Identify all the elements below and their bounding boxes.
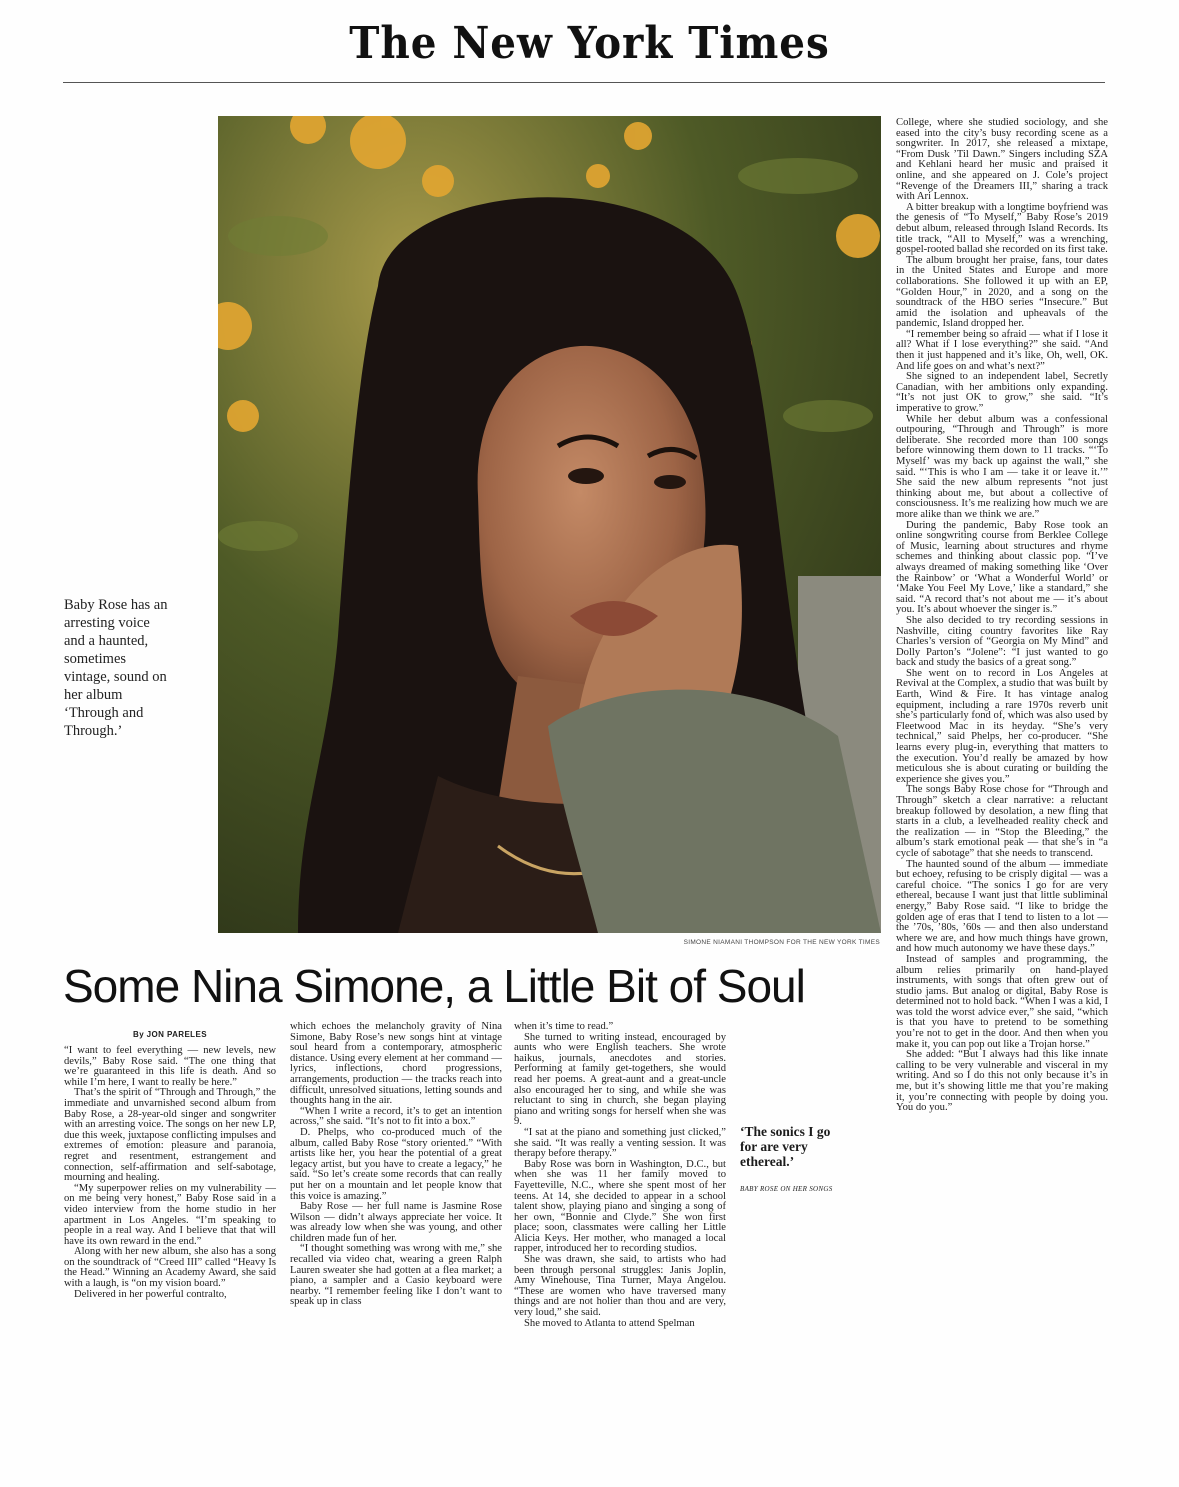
paragraph: She was drawn, she said, to artists who had been through personal struggles: Janis Joplin, Amy Winehouse, Tina Turner, Maya Angelou. “These are women who have traversed many things and are not holier than thou and are very, very loud,” she said. xyxy=(514,1254,726,1319)
paragraph: Instead of samples and programming, the album relies primarily on hand-played instruments, with songs that often grew out of studio jams. But analog or digital, Baby Rose is determined not to hold back. “When I was a kid, I was told the worst advice ever,” she said, “which is that you have to pretend to be something you’re not to get in the door. And then when you make it, you can pop out like a Trojan horse.” xyxy=(896,953,1108,1050)
paragraph: Baby Rose was born in Washington, D.C., but when she was 11 her family moved to Fayetteville, N.C., where she spent most of her teens. At 14, she decided to appear in a school talent show, playing piano and singing a song of her own, “Bonnie and Clyde.” She won first place; soon, classmates were calling her Little Alicia Keys. Her mother, who managed a local rapper, introduced her to recording studios. xyxy=(514,1158,726,1255)
byline: By JON PARELES xyxy=(133,1030,207,1039)
paragraph: The album brought her praise, fans, tour dates in the United States and Europe and more collaborations. She followed it up with an EP, “Golden Hour,” in 2020, and a song on the soundtrack of the HBO series “Insecure.” But amid the isolation and upheavals of the pandemic, Island dropped her. xyxy=(896,254,1108,330)
paragraph: She also decided to try recording sessions in Nashville, citing country favorites like Ray Charles’s version of “Georgia on My Mind” and Dolly Parton’s “Jolene”: “I just wanted to go back and study the basics of a great song.” xyxy=(896,614,1108,669)
paragraph: D. Phelps, who co-produced much of the album, called Baby Rose “story oriented.” “With artists like her, you hear the potential of a great legacy artist, but you have to create a legacy,” he said. “So let’s create some records that can really put her on a mountain and let people know that this voice is amazing.” xyxy=(290,1126,502,1202)
paragraph: College, where she studied sociology, and she eased into the city’s busy recording scene as a songwriter. In 2017, she released a mixtape, “From Dusk ’Til Dawn.” Singers including SZA and Kehlani heard her music and praised it online, and she appeared on J. Cole’s project “Revenge of the Dreamers III,” sharing a track with Ari Lennox. xyxy=(896,117,1108,203)
paragraph: She went on to record in Los Angeles at Revival at the Complex, a studio that was built by Earth, Wind & Fire. It has vintage analog equipment, including a rare 1970s reverb unit she’s particularly fond of, which was also used by Fleetwood Mac in its heyday. “She’s very technical,” said Phelps, her co-producer. “She learns every plug-in, everything that matters to the execution. You’d really be amazed by how meticulous she is about curating or building the experience she gives you.” xyxy=(896,667,1108,785)
paragraph: She added: “But I always had this like innate calling to be very vulnerable and visceral in my writing. And so I do this not only because it’s in me, but it’s showing little me that you’re making it, you’re connecting with people by doing you. You do you.” xyxy=(896,1049,1108,1114)
photo-credit: SIMONE NIAMANI THOMPSON FOR THE NEW YORK TIMES xyxy=(683,939,880,946)
paragraph: “When I write a record, it’s to get an intention across,” she said. “It’s not to fit into a box.” xyxy=(290,1105,502,1128)
paragraph: which echoes the melancholy gravity of Nina Simone, Baby Rose’s new songs hint at vintage soul heard from a contemporary, atmospheric distance. Using every element at her command — lyrics, inflections, chord progressions, arrangements, production — the tracks reach into difficult, unresolved situations, letting sounds and thoughts hang in the air. xyxy=(290,1021,502,1107)
paragraph: “I sat at the piano and something just clicked,” she said. “It was really a venting session. It was therapy before therapy.” xyxy=(514,1126,726,1160)
paragraph: That’s the spirit of “Through and Through,” the immediate and unvarnished second album from Baby Rose, a 28-year-old singer and songwriter with an arresting voice. The songs on her new LP, due this week, juxtapose conflicting impulses and extremes of emotion: pleasure and paranoia, regret and resentment, estrangement and connection, self-affirmation and self-sabotage, mourning and healing. xyxy=(64,1087,276,1184)
paragraph: She signed to an independent label, Secretly Canadian, with her ambitions only expanding. “It’s not just OK to grow,” she said. “It’s imperative to grow.” xyxy=(896,371,1108,415)
pull-quote: ‘The sonics I go for are very ethereal.’ xyxy=(740,1124,831,1169)
paragraph: “I thought something was wrong with me,” she recalled via video chat, wearing a green Ralph Lauren sweater she had gotten at a flea market; a piano, a sampler and a Casio keyboard were nearby. “I remember feeling like I don’t want to speak up in class xyxy=(290,1243,502,1308)
article-column-3 xyxy=(514,1022,726,1329)
paragraph: The songs Baby Rose chose for “Through and Through” sketch a clear narrative: a reluctant breakup followed by desolation, a new fling that starts in a club, a levelheaded reality check and the realization — in “Stop the Bleeding,” the album’s stark emotional peak — that she’s in “a cycle of sabotage” that she needs to transcend. xyxy=(896,784,1108,859)
paragraph: Delivered in her powerful contralto, xyxy=(74,1288,227,1300)
paragraph: While her debut album was a confessional outpouring, “Through and Through” is more deliberate. She recorded more than 100 songs before winnowing them down to 11 tracks. “‘To Myself’ was my back up against the wall,” she said. “‘This is who I am — take it or leave it.’” She said the new album represents “not just thinking about me, but about a collective of consciousness. It’s me realizing how much we are more alike than we think we are.” xyxy=(896,413,1108,520)
headline: Some Nina Simone, a Little Bit of Soul xyxy=(63,960,805,1012)
paragraph: Along with her new album, she also has a song on the soundtrack of “Creed III” called “Heavy Is the Head.” Winning an Academy Award, she said with a laugh, is “on my vision board.” xyxy=(64,1246,276,1290)
article-column-2 xyxy=(290,1022,502,1308)
article-column-4 xyxy=(896,118,1108,1114)
paragraph: She turned to writing instead, encouraged by aunts who were English teachers. She wrote haikus, journals, anecdotes and stories. Performing at family get-togethers, she would read her poems. A great-aunt and a great-uncle also encouraged her to sing, and while she was reluctant to sing in church, she began playing piano and writing songs for herself when she was 9. xyxy=(514,1031,726,1128)
masthead-rule xyxy=(63,82,1105,83)
paragraph: Baby Rose — her full name is Jasmine Rose Wilson — didn’t always appreciate her voice. It was already low when she was young, and other children made fun of her. xyxy=(290,1201,502,1244)
article-column-1 xyxy=(64,1046,276,1300)
paragraph: when it’s time to read.” xyxy=(514,1021,614,1032)
paragraph: The haunted sound of the album — immediate but echoey, refusing to be crisply digital — was a careful choice. “The sonics I go for are very ethereal, because I want just that little subliminal energy,” Baby Rose said. “I like to bridge the golden age of eras that I tend to listen to a lot — the ’70s, ’80s, ’60s — and then also understand where we are, and how much things have grown, and how much autonomy we have these days.” xyxy=(896,858,1108,955)
photo-caption: Baby Rose has an arresting voice and a haunted, sometimes vintage, sound on her album ‘Through and Through.’ xyxy=(64,597,168,739)
paragraph: “I want to feel everything — new levels, new devils,” Baby Rose said. “The one thing that we’re guaranteed in this life is death. And so while I’m here, I want to really be here.” xyxy=(64,1045,276,1088)
masthead: The New York Times xyxy=(349,18,830,69)
paragraph: “I remember being so afraid — what if I lose it all? What if I lose everything?” she said. “And then it just happened and it’s like, Oh, well, OK. And life goes on and what’s next?” xyxy=(896,328,1108,372)
paragraph: A bitter breakup with a longtime boyfriend was the genesis of “To Myself,” Baby Rose’s 2019 debut album, released through Island Records. Its title track, “All to Myself,” was a wrenching, gospel-rooted ballad she recorded on its first take. xyxy=(896,201,1108,256)
paragraph: During the pandemic, Baby Rose took an online songwriting course from Berklee College of Music, learning about structures and rhyme schemes and thinking about classic pop. “I’ve always dreamed of making something like ‘Over the Rainbow’ or ‘What a Wonderful World’ or ‘Make You Feel My Love,’ like a standard,” she said. “A record that’s not about me — it’s about you. It’s about whoever the singer is.” xyxy=(896,519,1108,616)
paragraph: She moved to Atlanta to attend Spelman xyxy=(524,1317,695,1329)
portrait-photo xyxy=(218,116,881,933)
pull-quote-attribution: BABY ROSE ON HER SONGS xyxy=(740,1185,833,1193)
paragraph: “My superpower relies on my vulnerability — on me being very honest,” Baby Rose said in a video interview from the home studio in her apartment in Los Angeles. “I’m speaking to people in a real way. And I believe that that will have its own reward in the end.” xyxy=(64,1182,276,1247)
